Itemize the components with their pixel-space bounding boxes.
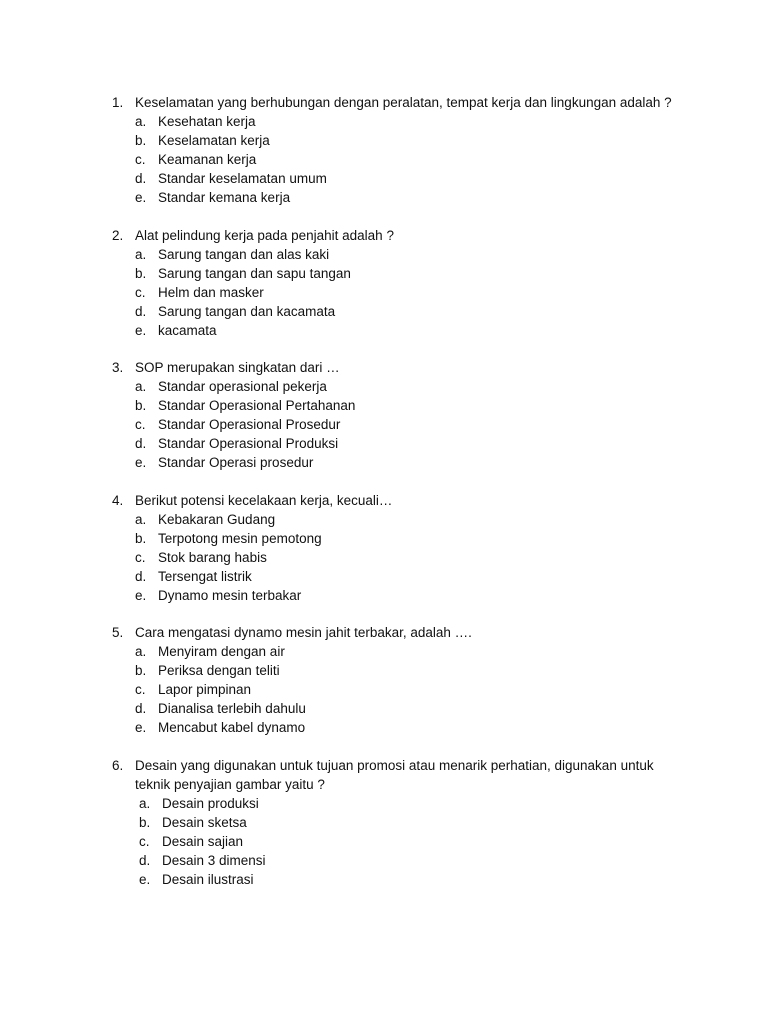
question-text: SOP merupakan singkatan dari … <box>135 360 340 375</box>
question-text: Desain yang digunakan untuk tujuan promosi atau menarik perhatian, digunakan untuk teknik penyajian gambar yaitu ? <box>135 757 658 792</box>
question-4 <box>112 491 692 605</box>
question-number: 4. <box>112 492 124 508</box>
option-item <box>112 510 692 529</box>
option-text: Desain 3 dimensi <box>162 852 266 868</box>
option-letter: b. <box>135 265 147 281</box>
option-item <box>112 264 692 283</box>
option-item <box>112 567 692 586</box>
question-header <box>112 358 692 377</box>
option-letter: c. <box>135 284 146 300</box>
question-list <box>112 93 692 907</box>
option-item <box>112 813 692 832</box>
option-text: Keselamatan kerja <box>158 133 270 148</box>
option-item <box>112 131 692 150</box>
option-list <box>112 794 692 889</box>
option-letter: b. <box>135 530 147 546</box>
question-header <box>112 93 692 112</box>
option-text: Dianalisa terlebih dahulu <box>158 701 306 716</box>
option-text: Kebakaran Gudang <box>158 511 276 527</box>
question-header <box>112 491 692 510</box>
question-text: Berikut potensi kecelakaan kerja, kecuali… <box>135 492 393 508</box>
option-letter: e. <box>135 190 147 205</box>
question-2 <box>112 226 692 340</box>
question-number: 5. <box>112 625 124 640</box>
question-1 <box>112 93 692 207</box>
option-item <box>112 642 692 661</box>
option-text: Sarung tangan dan sapu tangan <box>158 265 351 281</box>
question-number: 3. <box>112 360 124 375</box>
option-letter: d. <box>135 701 147 716</box>
option-list <box>112 642 692 737</box>
option-item <box>112 661 692 680</box>
option-list <box>112 112 692 207</box>
option-letter: a. <box>135 511 147 527</box>
option-text: kacamata <box>158 322 217 338</box>
option-item <box>112 150 692 169</box>
option-text: Desain produksi <box>162 795 259 811</box>
option-letter: a. <box>135 246 147 262</box>
option-item <box>112 188 692 207</box>
option-text: Stok barang habis <box>158 549 267 565</box>
option-letter: c. <box>135 682 146 697</box>
option-item <box>112 548 692 567</box>
question-header <box>112 756 692 794</box>
option-letter: b. <box>135 663 147 678</box>
option-item <box>112 434 692 453</box>
option-letter: a. <box>139 795 151 811</box>
option-item <box>112 302 692 321</box>
option-text: Helm dan masker <box>158 284 264 300</box>
option-letter: d. <box>135 171 147 186</box>
option-letter: c. <box>139 833 150 849</box>
option-text: Terpotong mesin pemotong <box>158 530 322 546</box>
question-number: 6. <box>112 757 124 773</box>
question-6 <box>112 756 692 889</box>
option-item <box>112 699 692 718</box>
option-text: Standar keselamatan umum <box>158 171 327 186</box>
option-text: Standar Operasi prosedur <box>158 455 314 470</box>
option-letter: c. <box>135 152 146 167</box>
option-item <box>112 415 692 434</box>
option-text: Periksa dengan teliti <box>158 663 280 678</box>
option-letter: b. <box>139 814 151 830</box>
option-text: Standar operasional pekerja <box>158 379 327 394</box>
question-header <box>112 226 692 245</box>
option-item <box>112 586 692 605</box>
option-letter: a. <box>135 644 147 659</box>
option-letter: e. <box>135 587 147 603</box>
option-list <box>112 510 692 605</box>
option-item <box>112 794 692 813</box>
option-letter: a. <box>135 379 147 394</box>
option-text: Lapor pimpinan <box>158 682 252 697</box>
question-number: 2. <box>112 227 124 243</box>
option-item <box>112 832 692 851</box>
option-text: Standar Operasional Prosedur <box>158 417 341 432</box>
question-3 <box>112 358 692 472</box>
option-list <box>112 377 692 472</box>
option-text: Standar Operasional Pertahanan <box>158 398 356 413</box>
question-text: Cara mengatasi dynamo mesin jahit terbakar, adalah …. <box>135 625 472 640</box>
option-text: Desain sketsa <box>162 814 247 830</box>
option-text: Dynamo mesin terbakar <box>158 587 302 603</box>
option-item <box>112 283 692 302</box>
option-letter: e. <box>135 322 147 338</box>
option-letter: c. <box>135 417 146 432</box>
option-item <box>112 870 692 889</box>
option-text: Desain sajian <box>162 833 244 849</box>
option-item <box>112 453 692 472</box>
option-letter: d. <box>135 568 147 584</box>
option-letter: d. <box>135 436 147 451</box>
option-text: Sarung tangan dan alas kaki <box>158 246 330 262</box>
option-text: Tersengat listrik <box>158 568 252 584</box>
option-letter: d. <box>139 852 151 868</box>
option-item <box>112 851 692 870</box>
question-number: 1. <box>112 95 124 110</box>
option-letter: a. <box>135 114 147 129</box>
option-text: Standar kemana kerja <box>158 190 291 205</box>
option-letter: b. <box>135 398 147 413</box>
option-text: Kesehatan kerja <box>158 114 256 129</box>
question-5 <box>112 623 692 737</box>
option-item <box>112 529 692 548</box>
option-text: Sarung tangan dan kacamata <box>158 303 336 319</box>
option-text: Menyiram dengan air <box>158 644 285 659</box>
option-text: Mencabut kabel dynamo <box>158 720 306 735</box>
option-letter: b. <box>135 133 147 148</box>
question-text: Alat pelindung kerja pada penjahit adalah ? <box>135 227 394 243</box>
option-letter: e. <box>135 455 147 470</box>
question-header <box>112 623 692 642</box>
option-list <box>112 245 692 340</box>
option-item <box>112 396 692 415</box>
option-item <box>112 169 692 188</box>
question-text: Keselamatan yang berhubungan dengan peralatan, tempat kerja dan lingkungan adalah ? <box>135 95 672 110</box>
option-letter: d. <box>135 303 147 319</box>
option-item <box>112 377 692 396</box>
option-letter: e. <box>135 720 147 735</box>
option-text: Keamanan kerja <box>158 152 257 167</box>
option-text: Standar Operasional Produksi <box>158 436 339 451</box>
option-item <box>112 321 692 340</box>
option-letter: e. <box>139 871 151 887</box>
option-item <box>112 718 692 737</box>
option-text: Desain ilustrasi <box>162 871 254 887</box>
option-item <box>112 245 692 264</box>
option-letter: c. <box>135 549 146 565</box>
option-item <box>112 680 692 699</box>
option-item <box>112 112 692 131</box>
